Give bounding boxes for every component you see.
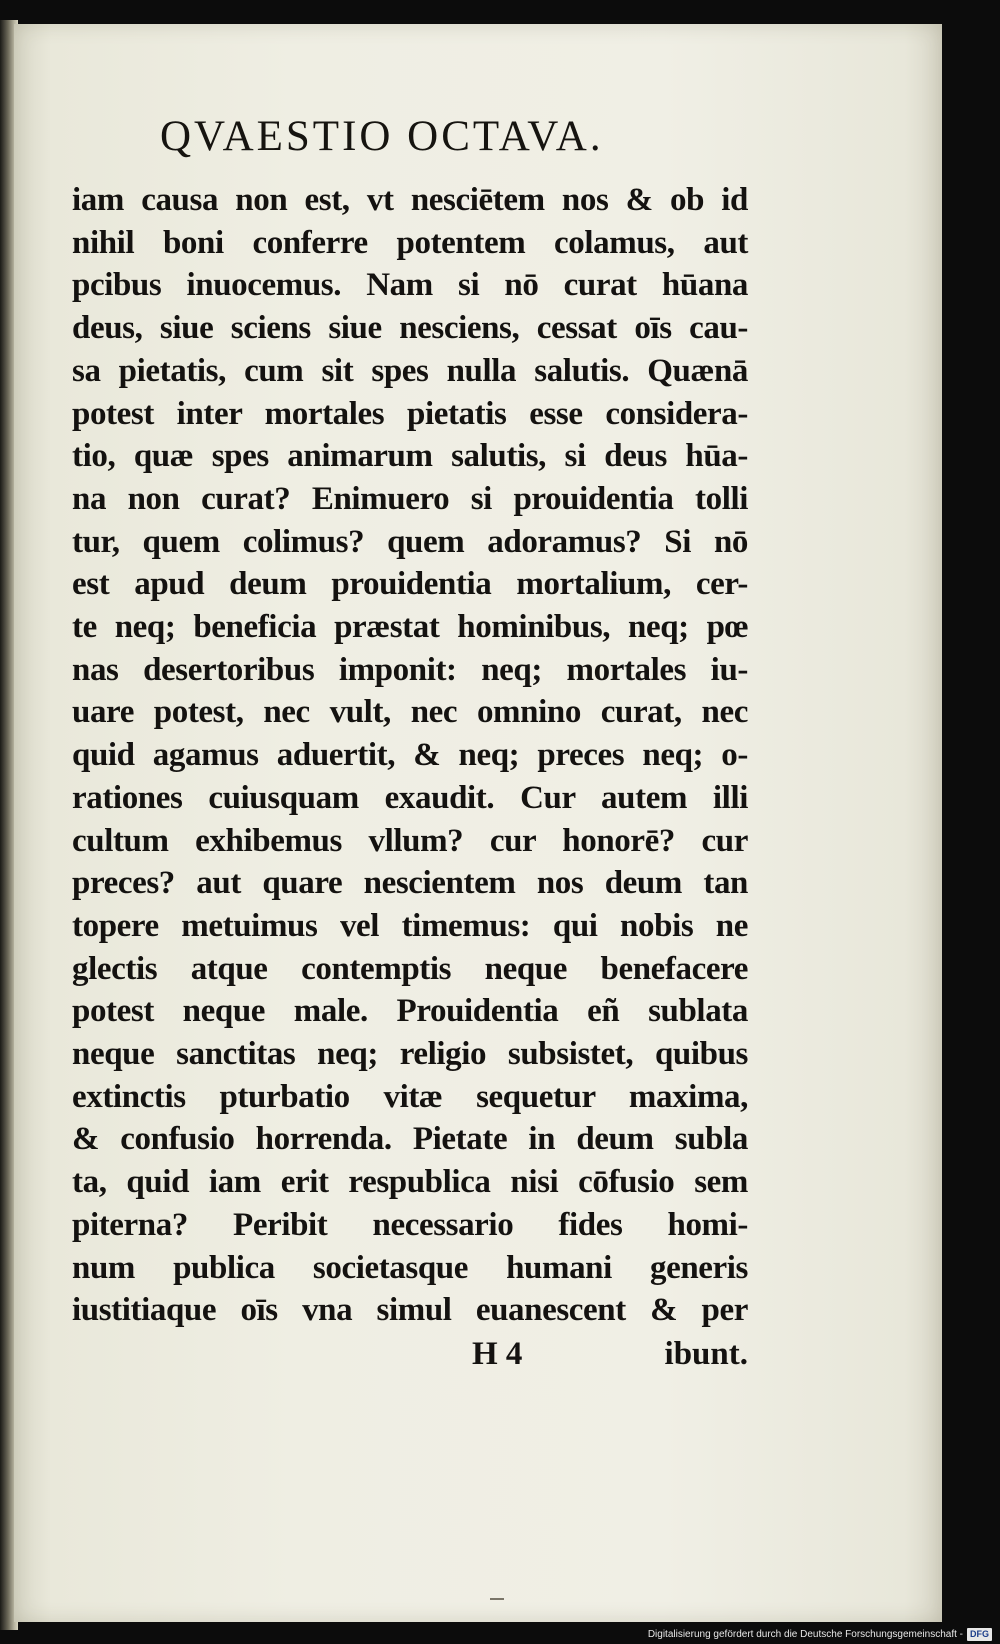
text-line: potest neque male. Prouidentia eñ sublata — [72, 993, 748, 1030]
text-line: rationes cuiusquam exaudit. Cur autem illi — [72, 779, 748, 816]
page-content — [72, 112, 812, 1378]
text-line: tur, quem colimus? quem adoramus? Si nō — [72, 523, 748, 560]
text-line: deus, siue sciens siue nesciens, cessat oīs cau- — [72, 310, 748, 347]
text-line: cultum exhibemus vllum? cur honorē? cur — [72, 822, 748, 859]
text-line: num publica societasque humani generis — [72, 1249, 748, 1286]
text-line: pcibus inuocemus. Nam si nō curat hūana — [72, 267, 748, 304]
text-line: nihil boni conferre potentem colamus, aut — [72, 224, 748, 261]
book-page — [14, 24, 942, 1622]
text-line: sa pietatis, cum sit spes nulla salutis. Quænā — [72, 352, 748, 389]
text-line: & confusio horrenda. Pietate in deum subla — [72, 1121, 748, 1158]
text-line: quid agamus aduertit, & neq; preces neq; o- — [72, 737, 748, 774]
text-line: topere metuimus vel timemus: qui nobis ne — [72, 907, 748, 944]
stray-ink-mark — [490, 1598, 504, 1600]
text-line: neque sanctitas neq; religio subsistet, quibus — [72, 1036, 748, 1073]
text-line: ta, quid iam erit respublica nisi cōfusio sem — [72, 1164, 748, 1201]
text-line: iam causa non est, vt nesciētem nos & ob id — [72, 182, 748, 218]
text-line: preces? aut quare nescientem nos deum tan — [72, 865, 748, 902]
text-line: tio, quæ spes animarum salutis, si deus hūa- — [72, 438, 748, 475]
digitization-credit — [648, 1626, 992, 1642]
text-line: piterna? Peribit necessario fides homi- — [72, 1206, 748, 1243]
text-line: te neq; beneficia præstat hominibus, neq; pœ — [72, 609, 748, 646]
body-text — [72, 179, 812, 1332]
text-line: est apud deum prouidentia mortalium, cer- — [72, 566, 748, 603]
text-line: nas desertoribus imponit: neq; mortales iu- — [72, 651, 748, 688]
page-footer — [72, 1336, 748, 1378]
dfg-logo-badge: DFG — [967, 1628, 992, 1641]
text-line: potest inter mortales pietatis esse considera- — [72, 395, 748, 432]
text-line: na non curat? Enimuero si prouidentia tolli — [72, 480, 748, 517]
signature-mark: H 4 — [472, 1335, 523, 1372]
text-line: iustitiaque oīs vna simul euanescent & per — [72, 1292, 748, 1329]
credit-text: Digitalisierung gefördert durch die Deutsche Forschungsgemeinschaft - — [647, 1628, 963, 1640]
running-head: QVAESTIO OCTAVA. — [160, 113, 604, 160]
text-line: uare potest, nec vult, nec omnino curat, nec — [72, 694, 748, 731]
text-line: extinctis pturbatio vitæ sequetur maxima, — [72, 1078, 748, 1115]
text-line: glectis atque contemptis neque benefacere — [72, 950, 748, 987]
catchword: ibunt. — [664, 1335, 748, 1372]
